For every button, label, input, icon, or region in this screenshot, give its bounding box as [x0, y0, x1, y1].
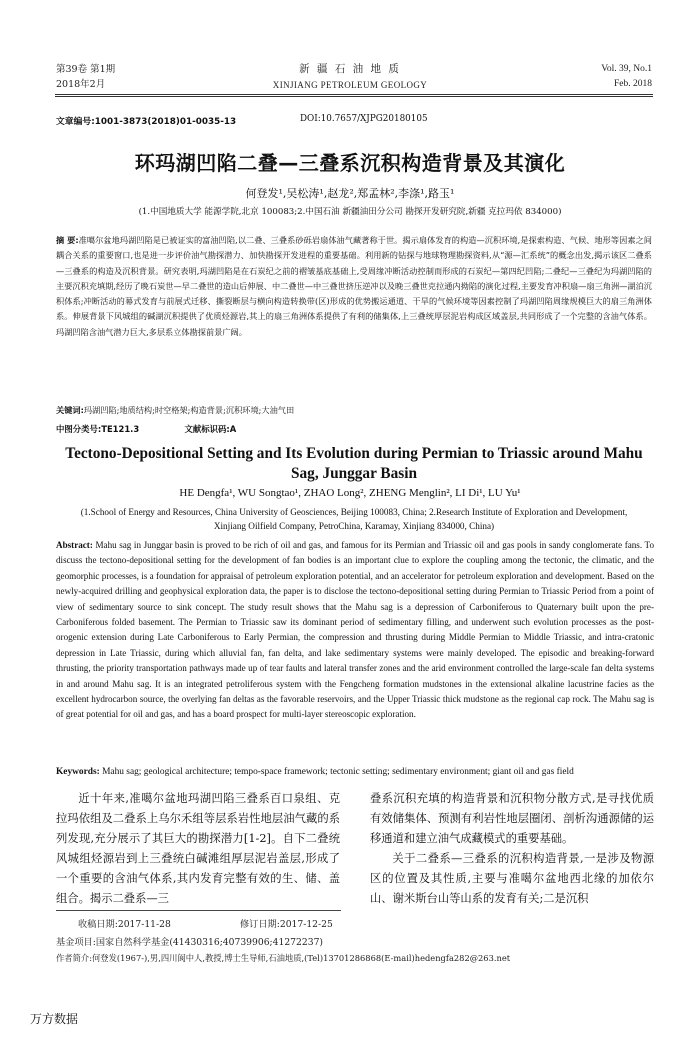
author-bio: 作者简介:何登发(1967-),男,四川阆中人,教授,博士生导师,石油地质,(Tel)13701286868(E-mail)hedengfa282@263.net [56, 953, 511, 963]
doc-code: A [229, 424, 237, 434]
header-rule [55, 94, 653, 95]
body-column-right [370, 789, 654, 909]
abstract-en-text: Mahu sag in Junggar basin is proved to be rich of oil and gas, and famous for its Permian and Triassic oil and gas pools in sandy conglomerate fans. To discuss the tectono-depositional setting for the development of fan bodies is an important clue to explore the coupling among the tectonic, the climatic, and the geomorphic processes, is a foundation for appraisal of petroleum exploration potential, and an accelerator for petroleum exploration and development. Based on the newly-acquired drilling and geophysical exploration data, the paper is to disclose the tectono-depositional setting during Permian to Triassic Period from a point of view of sedimentary source to sink concept. The study result shows that the Mahu sag is a depression of Carboniferous to Quaternary built upon the pre-Carboniferous folded basement. The Permian to Triassic saw its dominant period of sedimentary filling, and underwent such evolution processes as the post-orogenic extension during Late Carboniferous to Early Permian, the compression and thrusting during Middle Permian to Middle Triassic, and intra-cratonic depression in Late Triassic, during which alluvial fan, fan delta, and lake sedimentary systems were mainly developed. The episodic and breaking-forward thrusting, the priority transportation pathways made up of tear faults and lateral transfer zones and the arid environment controlled the large-scale fan delta systems in and around Mahu sag. It is an integrated petroliferous system with the Fengcheng formation mudstones in the extensional alkaline lacustrine facies as the excellent hydrocarbon source, the overlying fan deltas as the favorable reservoirs, and the Upper Triassic thick mudstone as the regional cap rock. The Mahu sag is of great potential for oil and gas, and has a board prospect for multi-layer stereoscopic exploration. [56, 540, 654, 720]
article-number-text: 文章编号:1001-3873(2018)01-0035-13 [56, 117, 237, 127]
classification [56, 423, 652, 435]
abstract-cn-label: 摘 要: [56, 235, 79, 245]
doi: DOI:10.7657/XJPG20180105 [300, 114, 428, 124]
abstract-cn-text: 准噶尔盆地玛湖凹陷是已被证实的富油凹陷,以二叠、三叠系砂砾岩扇体油气藏著称于世。揭示扇体发育的构造—沉积环境,是探索构造、气候、地形等因素之间耦合关系的重要窗口,也是进一步评价油气勘探潜力、加快勘探开发进程的重要基础。利用新的钻探与地球物理勘探资料,从“源—汇系统”的概念出发,揭示该区二叠系—三叠系的构造及沉积背景。研究表明,玛湖凹陷是在石炭纪之前的褶皱基底基础上,受周缘冲断活动控制而形成的石炭纪—第四纪凹陷;二叠纪—三叠纪为玛湖凹陷的主要沉积充填期,经历了晚石炭世—早二叠世的造山后伸展、中二叠世—中三叠世挤压逆冲以及晚三叠世克拉通内拗陷的演化过程,主要发育冲积扇—扇三角洲—湖泊沉积体系;冲断活动的幕式发育与前展式迁移、撕裂断层与横向构造转换带(区)形成的优势搬运通道、干旱的气候环境等因素控制了玛湖凹陷周缘规模巨大的扇三角洲体系。伸展背景下风城组的碱湖沉积提供了优质烃源岩,其上的扇三角洲体系提供了有利的储集体,上三叠统厚层泥岩构成区域盖层,共同形成了一个完整的含油气体系。玛湖凹陷含油气潜力巨大,多层系立体勘探前景广阔。 [56, 235, 652, 337]
title-en: Tectono-Depositional Setting and Its Evolution during Permian to Triassic around Mahu Sag, Junggar Basin [65, 445, 643, 482]
keywords-en-label: Keywords: [56, 767, 100, 777]
keywords-cn [56, 405, 652, 416]
date-cn: 2018年2月 [56, 79, 106, 90]
body-column-left [56, 789, 340, 909]
authors-en: HE Dengfa¹, WU Songtao¹, ZHAO Long², ZHENG Menglin², LI Di¹, LU Yu¹ [179, 487, 521, 499]
keywords-cn-label: 关键词: [56, 405, 84, 415]
abstract-en [56, 538, 654, 723]
keywords-en [56, 767, 654, 777]
watermark-text: 万方数据 [30, 1012, 79, 1026]
authors-cn: 何登发¹,吴松涛¹,赵龙²,郑孟林²,李涤¹,路玉¹ [245, 187, 455, 200]
abstract-cn [56, 233, 652, 340]
page-title: 环玛湖凹陷二叠—三叠系沉积构造背景及其演化 [134, 151, 566, 175]
affiliation-en: (1.School of Energy and Resources, China University of Geosciences, Beijing 100083, China; 2.Research Institute of Exploration and Development, Xinjiang Oilfield Company, PetroChina, Karamay, Xinjiang 834000, China) [80, 507, 628, 531]
article-number [56, 114, 236, 127]
received-date: 收稿日期:2017-11-28 [78, 919, 171, 930]
revised-date: 修订日期:2017-12-25 [240, 919, 333, 930]
clc-code: TE121.3 [101, 424, 140, 434]
journal-name-cn: 新 疆 石 油 地 质 [299, 63, 401, 75]
clc-label: 中图分类号: [56, 424, 102, 434]
body-right-paragraph-1: 叠系沉积充填的构造背景和沉积物分散方式,是寻找优质有效储集体、预测有利岩性地层圈闭、剖析沟通源储的运移通道和建立油气成藏模式的重要基础。 [370, 792, 654, 845]
volume-issue-cn: 第39卷 第1期 [56, 64, 116, 75]
header-rule-2 [55, 96, 653, 97]
doc-code-label: 文献标识码: [184, 424, 230, 434]
volume-issue-en: Vol. 39, No.1 [601, 64, 652, 74]
keywords-en-text: Mahu sag; geological architecture; tempo-space framework; tectonic setting; sedimentary environment; giant oil and gas field [102, 767, 574, 777]
journal-name-en: XINJIANG PETROLEUM GEOLOGY [272, 80, 428, 90]
footnote-rule [56, 910, 341, 911]
body-left-text: 近十年来,准噶尔盆地玛湖凹陷三叠系百口泉组、克拉玛依组及二叠系上乌尔禾组等层系岩性地层油气藏的系列发现,充分展示了其巨大的勘探潜力[1-2]。自下二叠统风城组烃源岩到上三叠统白碱滩组厚层泥岩盖层,形成了一个重要的含油气体系,其内发育完整有效的生、储、盖组合。揭示二叠系—三 [56, 792, 340, 905]
date-en: Feb. 2018 [614, 79, 652, 89]
body-right-paragraph-2 [370, 849, 654, 909]
fund-info: 基金项目:国家自然科学基金(41430316;40739906;41272237) [56, 937, 323, 948]
keywords-cn-text: 玛湖凹陷;地质结构;时空格架;构造背景;沉积环境;大油气田 [83, 405, 295, 415]
body-right-paragraph-2-text: 关于二叠系—三叠系的沉积构造背景,一是涉及物源区的位置及其性质,主要与准噶尔盆地西北缘的加依尔山、谢米斯台山等山系的发育有关;二是沉积 [370, 852, 654, 905]
affiliation-cn: (1.中国地质大学 能源学院,北京 100083;2.中国石油 新疆油田分公司 勘探开发研究院,新疆 克拉玛依 834000) [138, 207, 562, 217]
abstract-en-label: Abstract: [56, 540, 93, 550]
